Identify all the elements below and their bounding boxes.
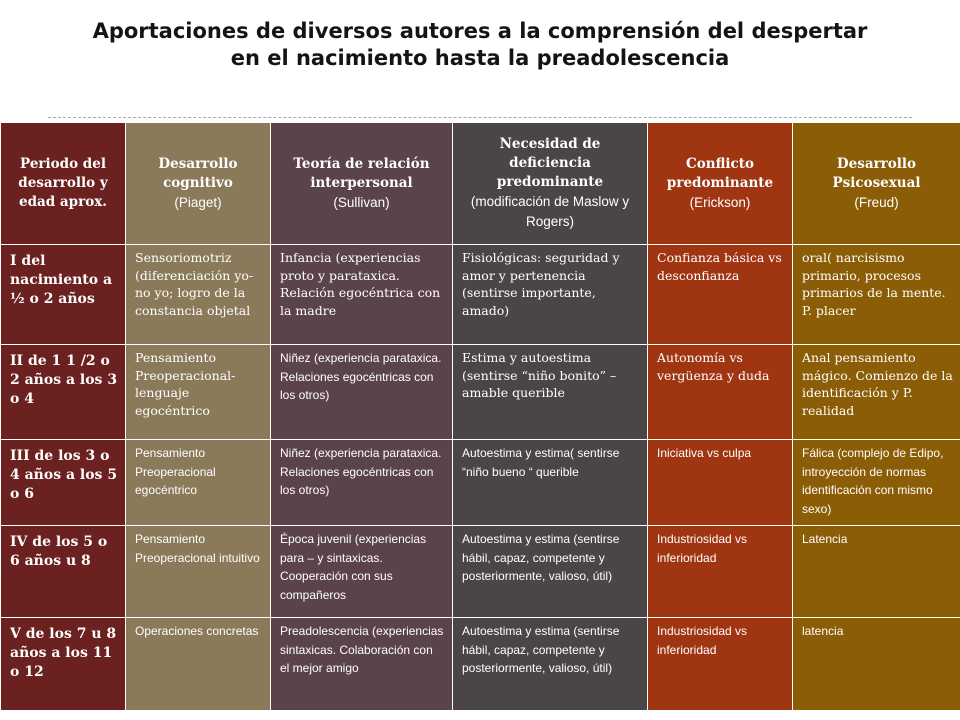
cell-cognitivo: Pensamiento Preoperacional egocéntrico [126, 440, 271, 526]
cell-interpersonal: Infancia (experiencias proto y parataxica. Relación egocéntrica con la madre [271, 245, 453, 345]
cell-psicosexual: latencia [793, 618, 960, 711]
cell-psicosexual: Anal pensamiento mágico. Comienzo de la identificación y P. realidad [793, 345, 960, 440]
cell-period: V de los 7 u 8 años a los 11 o 12 [1, 618, 126, 711]
cell-conflicto: Industriosidad vs inferioridad [648, 618, 793, 711]
header-row [1, 123, 960, 245]
cell-conflicto: Industriosidad vs inferioridad [648, 526, 793, 618]
cell-conflicto: Autonomía vs vergüenza y duda [648, 345, 793, 440]
table-row [1, 526, 960, 618]
cell-necesidad: Estima y autoestima (sentirse “niño bonito” – amable querible [453, 345, 648, 440]
cell-conflicto: Confianza básica vs desconfianza [648, 245, 793, 345]
title-line-1: Aportaciones de diversos autores a la comprensión del despertar [92, 19, 868, 43]
cell-interpersonal: Preadolescencia (experiencias sintaxicas. Colaboración con el mejor amigo [271, 618, 453, 711]
cell-cognitivo: Operaciones concretas [126, 618, 271, 711]
dashed-divider [48, 117, 912, 118]
header-conflicto: Conflicto predominante (Erickson) [648, 123, 793, 245]
header-psicosexual: Desarrollo Psicosexual (Freud) [793, 123, 960, 245]
table-row [1, 440, 960, 526]
cell-period: II de 1 1 /2 o 2 años a los 3 o 4 [1, 345, 126, 440]
header-interpersonal: Teoría de relación interpersonal (Sullivan) [271, 123, 453, 245]
cell-necesidad: Autoestima y estima (sentirse hábil, capaz, competente y posteriormente, valioso, útil) [453, 618, 648, 711]
page-title [0, 18, 960, 72]
cell-psicosexual: Latencia [793, 526, 960, 618]
cell-cognitivo: Pensamiento Preoperacional- lenguaje egocéntrico [126, 345, 271, 440]
cell-necesidad: Fisiológicas: seguridad y amor y pertenencia (sentirse importante, amado) [453, 245, 648, 345]
header-cognitivo: Desarrollo cognitivo (Piaget) [126, 123, 271, 245]
cell-cognitivo: Pensamiento Preoperacional intuitivo [126, 526, 271, 618]
cell-interpersonal: Época juvenil (experiencias para – y sintaxicas. Cooperación con sus compañeros [271, 526, 453, 618]
cell-cognitivo: Sensoriomotriz (diferenciación yo- no yo; logro de la constancia objetal [126, 245, 271, 345]
cell-period: I del nacimiento a ½ o 2 años [1, 245, 126, 345]
cell-necesidad: Autoestima y estima( sentirse “niño bueno “ querible [453, 440, 648, 526]
cell-psicosexual: oral( narcisismo primario, procesos primarios de la mente. P. placer [793, 245, 960, 345]
cell-necesidad: Autoestima y estima (sentirse hábil, capaz, competente y posteriormente, valioso, útil) [453, 526, 648, 618]
cell-interpersonal: Niñez (experiencia parataxica. Relaciones egocéntricas con los otros) [271, 440, 453, 526]
cell-interpersonal: Niñez (experiencia parataxica. Relaciones egocéntricas con los otros) [271, 345, 453, 440]
header-period: Periodo del desarrollo y edad aprox. [1, 123, 126, 245]
title-line-2: en el nacimiento hasta la preadolescencia [230, 46, 730, 70]
table-row [1, 345, 960, 440]
cell-conflicto: Iniciativa vs culpa [648, 440, 793, 526]
development-table [0, 122, 960, 711]
cell-period: IV de los 5 o 6 años u 8 [1, 526, 126, 618]
cell-psicosexual: Fálica (complejo de Edipo, introyección de normas identificación con mismo sexo) [793, 440, 960, 526]
cell-period: III de los 3 o 4 años a los 5 o 6 [1, 440, 126, 526]
header-necesidad: Necesidad de deficiencia predominante (modificación de Maslow y Rogers) [453, 123, 648, 245]
table-row [1, 618, 960, 711]
table-row [1, 245, 960, 345]
